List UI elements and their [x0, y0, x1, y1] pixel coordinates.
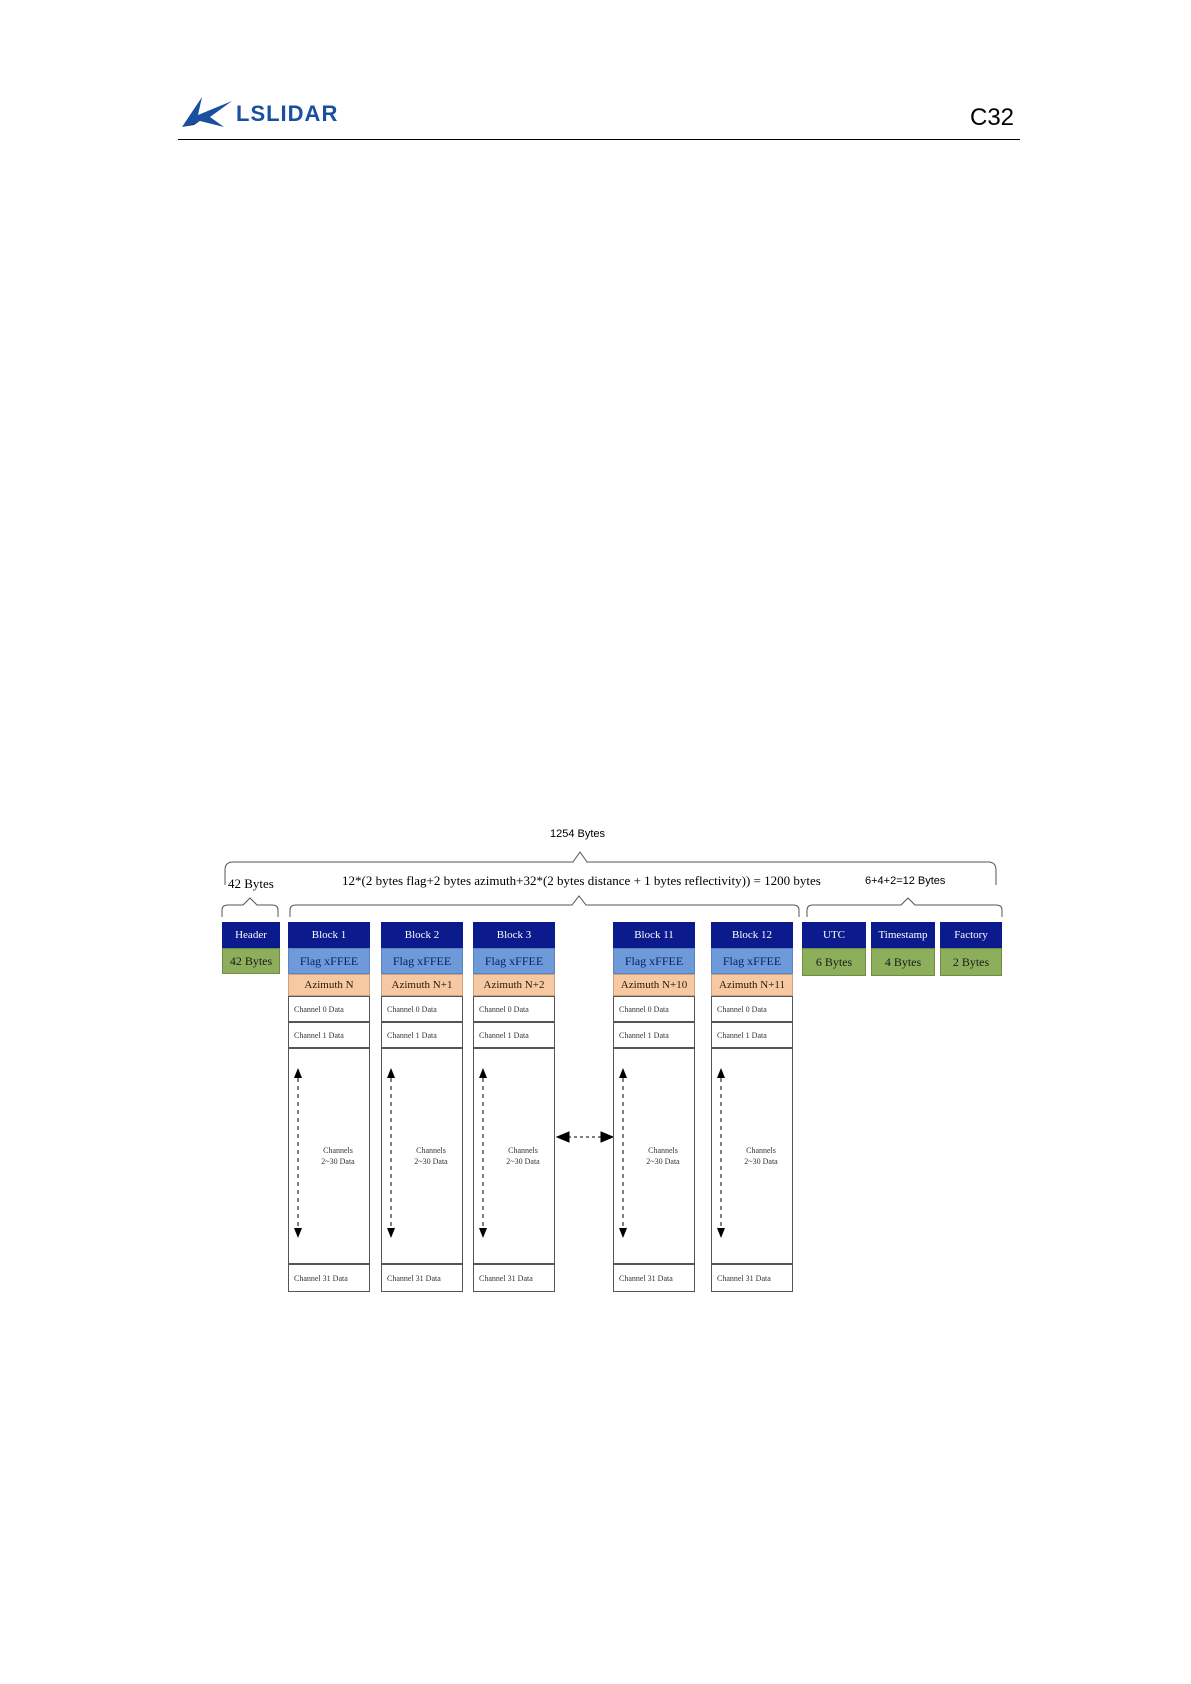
- channels-2-30-line2: 2~30 Data: [646, 1157, 680, 1166]
- channels-2-30-line2: 2~30 Data: [321, 1157, 355, 1166]
- logo-text: LSLIDAR: [236, 101, 339, 126]
- header-size-label: 42 Bytes: [228, 876, 274, 891]
- channels-2-30-line1: Channels: [323, 1146, 353, 1155]
- channel-1-cell: Channel 1 Data: [613, 1022, 695, 1048]
- azimuth-cell: Azimuth N+11: [711, 974, 793, 996]
- factory-size-cell: 2 Bytes: [940, 948, 1002, 976]
- blocks-brace: [290, 896, 799, 917]
- channel-1-cell: Channel 1 Data: [288, 1022, 370, 1048]
- channels-range-arrow: [714, 1068, 728, 1238]
- model-name: C32: [970, 104, 1015, 131]
- azimuth-cell: Azimuth N+1: [381, 974, 463, 996]
- channel-0-cell: Channel 0 Data: [711, 996, 793, 1022]
- block-title-cell: Block 2: [381, 922, 463, 948]
- channel-1-cell: Channel 1 Data: [473, 1022, 555, 1048]
- channel-31-cell: Channel 31 Data: [473, 1264, 555, 1292]
- channel-0-cell: Channel 0 Data: [613, 996, 695, 1022]
- azimuth-cell: Azimuth N: [288, 974, 370, 996]
- channel-0-cell: Channel 0 Data: [473, 996, 555, 1022]
- channels-2-30-line1: Channels: [508, 1146, 538, 1155]
- block-title-cell: Block 12: [711, 922, 793, 948]
- flag-cell: Flag xFFEE: [711, 948, 793, 974]
- azimuth-cell: Azimuth N+2: [473, 974, 555, 996]
- header-brace: [222, 898, 278, 917]
- channels-2-30-line2: 2~30 Data: [414, 1157, 448, 1166]
- timestamp-size-cell: 4 Bytes: [871, 948, 935, 976]
- blocks-formula-label: 12*(2 bytes flag+2 bytes azimuth+32*(2 bytes distance + 1 bytes reflectivity)) = 1200 bytes: [342, 873, 821, 888]
- timestamp-title-cell: Timestamp: [871, 922, 935, 948]
- flag-cell: Flag xFFEE: [613, 948, 695, 974]
- channel-1-cell: Channel 1 Data: [381, 1022, 463, 1048]
- tail-brace: [807, 898, 1002, 917]
- header-size-cell: 42 Bytes: [222, 948, 280, 974]
- channels-range-arrow: [476, 1068, 490, 1238]
- channel-31-cell: Channel 31 Data: [711, 1264, 793, 1292]
- utc-title-cell: UTC: [802, 922, 866, 948]
- ellipsis-arrow: [557, 1132, 613, 1142]
- channel-1-cell: Channel 1 Data: [711, 1022, 793, 1048]
- channels-range-arrow: [384, 1068, 398, 1238]
- block-title-cell: Block 11: [613, 922, 695, 948]
- factory-title-cell: Factory: [940, 922, 1002, 948]
- channel-0-cell: Channel 0 Data: [288, 996, 370, 1022]
- channels-2-30-line1: Channels: [648, 1146, 678, 1155]
- channel-0-cell: Channel 0 Data: [381, 996, 463, 1022]
- channel-31-cell: Channel 31 Data: [613, 1264, 695, 1292]
- flag-cell: Flag xFFEE: [381, 948, 463, 974]
- total-size-label: 1254 Bytes: [550, 828, 606, 840]
- block-title-cell: Block 1: [288, 922, 370, 948]
- channels-range-arrow: [616, 1068, 630, 1238]
- channels-2-30-line2: 2~30 Data: [744, 1157, 778, 1166]
- channels-2-30-line1: Channels: [416, 1146, 446, 1155]
- channels-range-arrow: [291, 1068, 305, 1238]
- channels-2-30-line1: Channels: [746, 1146, 776, 1155]
- channel-31-cell: Channel 31 Data: [288, 1264, 370, 1292]
- channel-31-cell: Channel 31 Data: [381, 1264, 463, 1292]
- azimuth-cell: Azimuth N+10: [613, 974, 695, 996]
- channels-2-30-line2: 2~30 Data: [506, 1157, 540, 1166]
- block-title-cell: Block 3: [473, 922, 555, 948]
- flag-cell: Flag xFFEE: [473, 948, 555, 974]
- utc-size-cell: 6 Bytes: [802, 948, 866, 976]
- header-title-cell: Header: [222, 922, 280, 948]
- tail-size-label: 6+4+2=12 Bytes: [865, 875, 946, 887]
- flag-cell: Flag xFFEE: [288, 948, 370, 974]
